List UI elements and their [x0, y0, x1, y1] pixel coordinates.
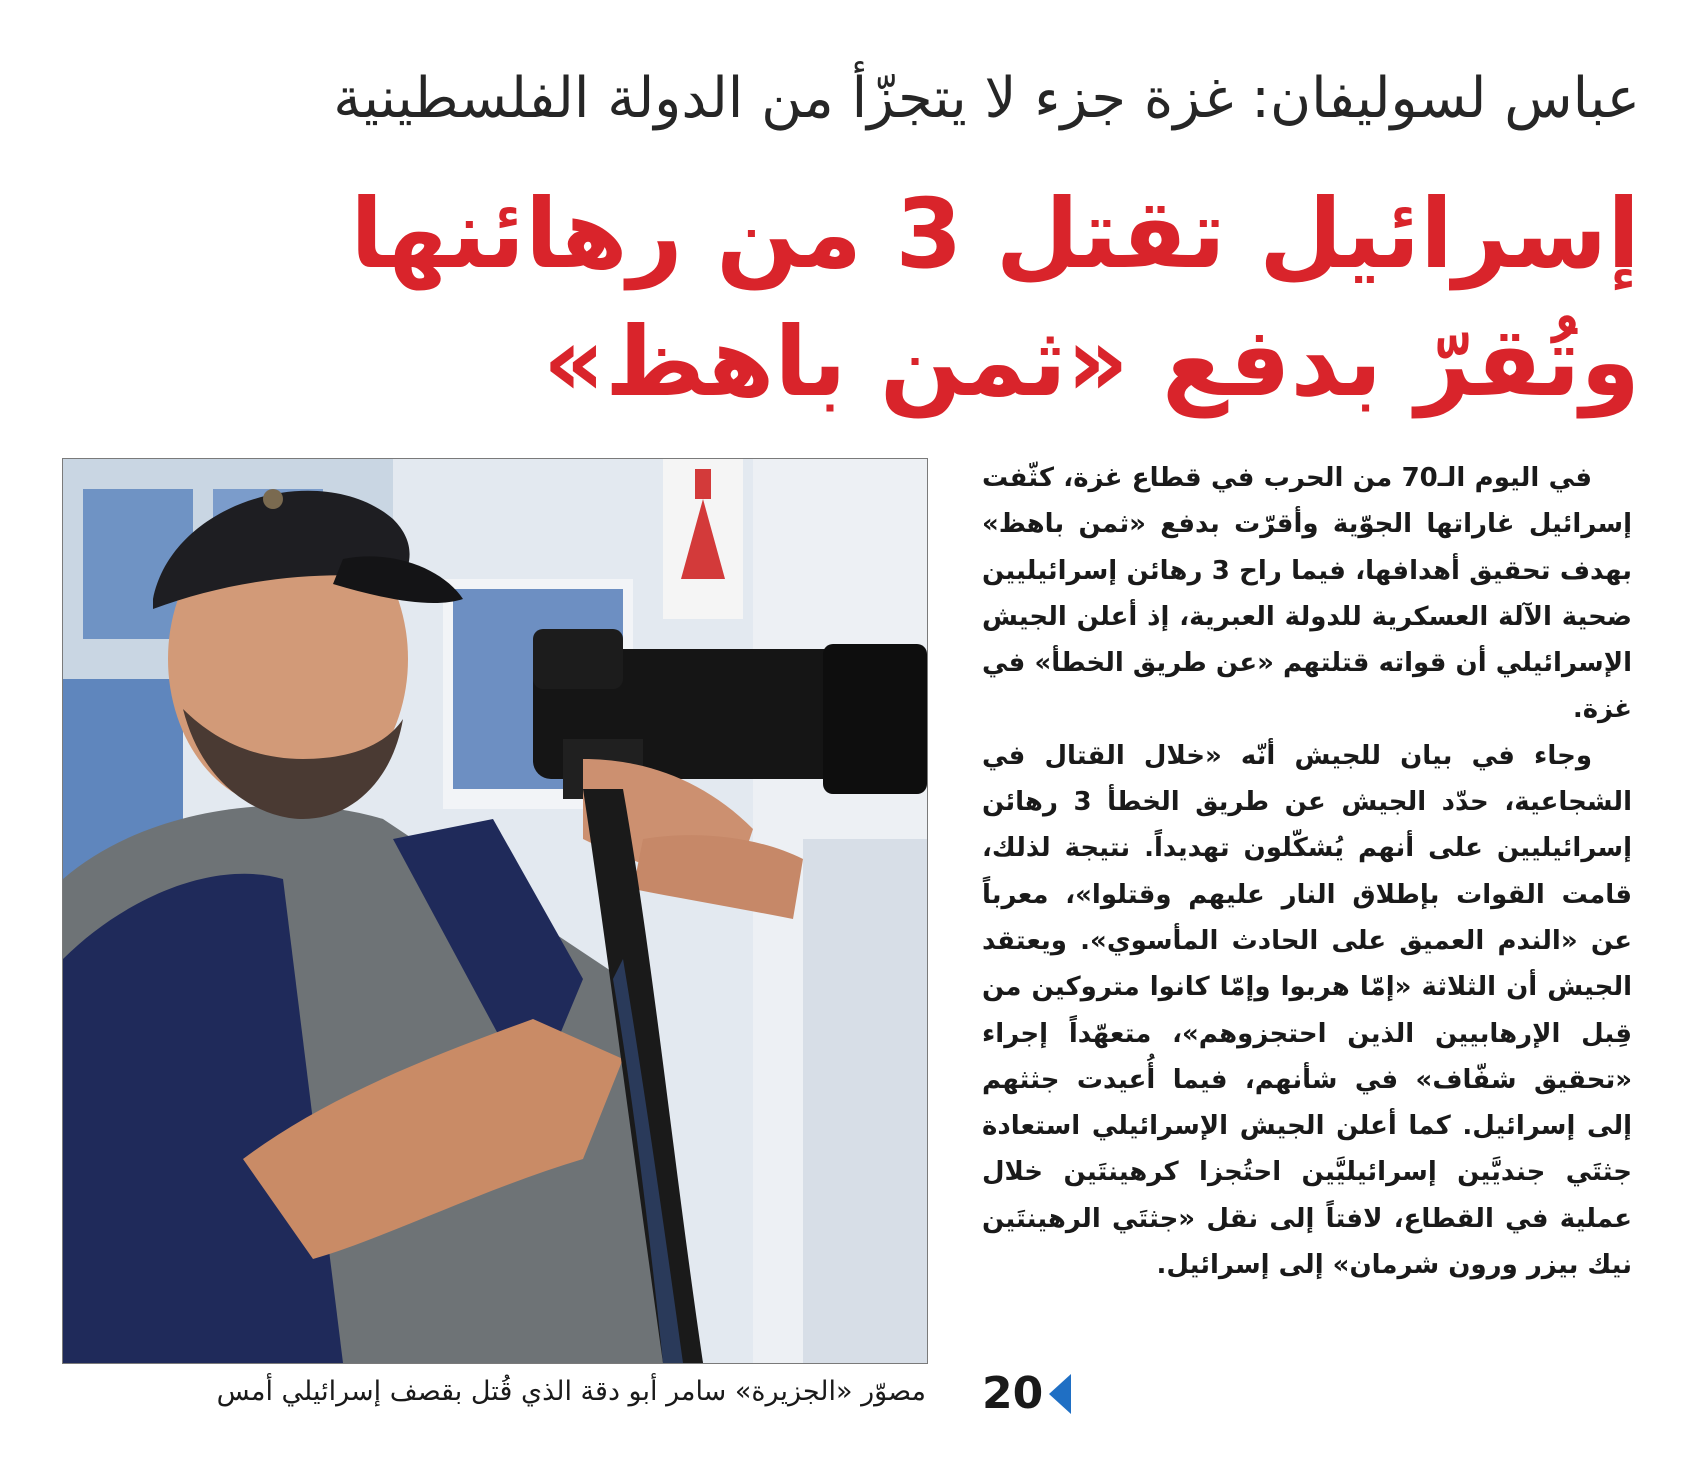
- article-paragraph-1: في اليوم الـ70 من الحرب في قطاع غزة، كثّفت إسرائيل غاراتها الجوّية وأقرّت بدفع «ثمن باهظ» بهدف تحقيق أهدافها، فيما راح 3 رهائن إسرائيليين ضحية الآلة العسكرية للدولة العبرية، إذ أعلن الجيش الإسرائيلي أن قواته قتلتهم «عن طريق الخطأ» في غزة.: [982, 463, 1632, 725]
- page-reference[interactable]: [982, 1366, 1071, 1422]
- article-body: [982, 455, 1632, 1288]
- headline-line-2: وتُقرّ بدفع «ثمن باهظ»: [542, 306, 1640, 418]
- photo-caption: مصوّر «الجزيرة» سامر أبو دقة الذي قُتل بقصف إسرائيلي أمس: [216, 1376, 926, 1407]
- headline-line-1: إسرائيل تقتل 3 من رهائنها: [350, 178, 1640, 290]
- triangle-left-icon: [1049, 1374, 1071, 1414]
- article-paragraph-2: وجاء في بيان للجيش أنّه «خلال القتال في الشجاعية، حدّد الجيش عن طريق الخطأ 3 رهائن إسرائيليين على أنهم يُشكّلون تهديداً. نتيجة لذلك، قامت القوات بإطلاق النار عليهم وقتلوا»، معرباً عن «الندم العميق على الحادث المأسوي». ويعتقد الجيش أن الثلاثة «إمّا هربوا وإمّا كانوا متروكين من قِبل الإرهابيين الذين احتجزوهم»، متعهّداً إجراء «تحقيق شفّاف» في شأنهم، فيما أُعيدت جثثهم إلى إسرائيل. كما أعلن الجيش الإسرائيلي استعادة جثتَي جنديَّين إسرائيليَّين احتُجزا كرهينتَين خلال عملية في القطاع، لافتاً إلى نقل «جثتَي الرهينتَين نيك بيزر ورون شرمان» إلى إسرائيل.: [982, 740, 1632, 1281]
- main-headline: [60, 170, 1640, 426]
- page-number: 20: [982, 1368, 1044, 1419]
- kicker-headline: عباس لسوليفان: غزة جزء لا يتجزّأ من الدولة الفلسطينية: [333, 66, 1640, 131]
- news-photo: [62, 458, 928, 1364]
